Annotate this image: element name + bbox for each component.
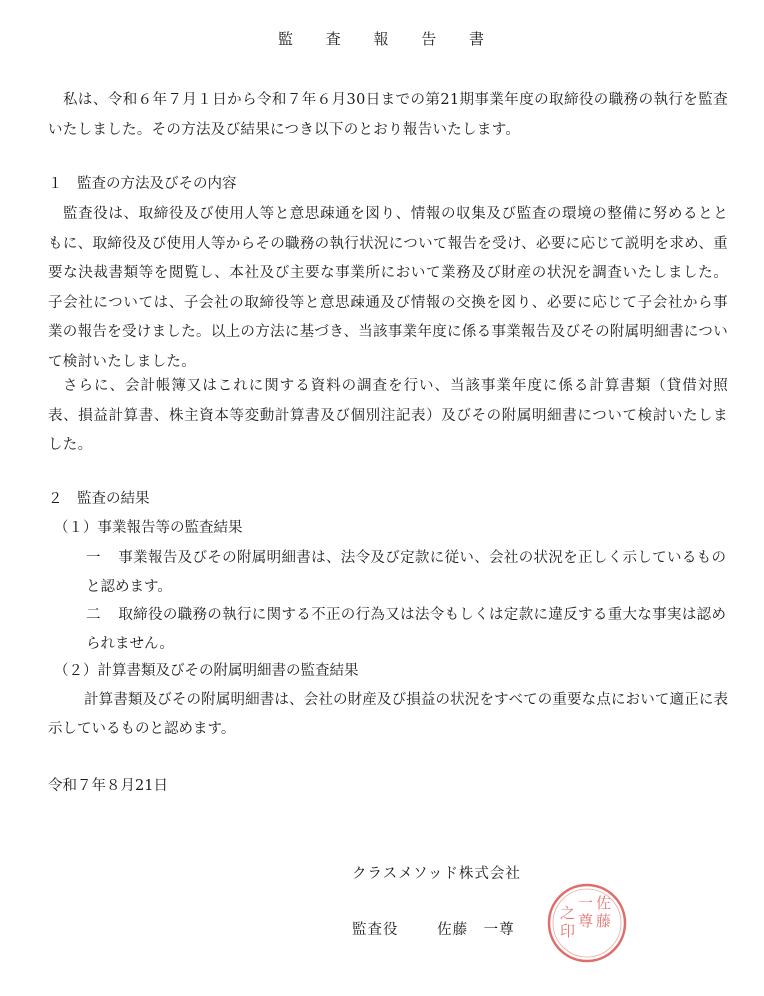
signer-role: 監査役 bbox=[352, 922, 399, 938]
svg-text:之: 之 bbox=[560, 904, 576, 922]
subsection2-body: 計算書類及びその附属明細書は、会社の財産及び損益の状況をすべての重要な点において適正に表示しているものと認めます。 bbox=[48, 692, 728, 737]
signature-line bbox=[352, 918, 515, 939]
seal-stamp-icon bbox=[544, 880, 630, 966]
report-date: 令和７年８月21日 bbox=[48, 778, 168, 794]
svg-text:一: 一 bbox=[578, 894, 594, 912]
svg-text:尊: 尊 bbox=[578, 912, 594, 930]
result-item-2-text: 取締役の職務の執行に関する不正の行為又は法令もしくは定款に違反する重大な事実は認められません。 bbox=[86, 607, 726, 652]
section2-heading: ２ 監査の結果 bbox=[48, 491, 150, 507]
result-item-1-number: 一 bbox=[86, 550, 101, 566]
page-title: 監 査 報 告 書 bbox=[277, 30, 499, 48]
result-item-2 bbox=[86, 601, 726, 659]
section1-heading: １ 監査の方法及びその内容 bbox=[48, 176, 237, 192]
svg-text:印: 印 bbox=[560, 922, 576, 940]
section1-paragraph-1: 監査役は、取締役及び使用人等と意思疎通を図り、情報の収集及び監査の環境の整備に努めるとともに、取締役及び使用人等からその職務の執行状況について報告を受け、必要に応じて説明を求め、重要な決裁書類等を閲覧し、本社及び主要な事業所において業務及び財産の状況を調査いたしました。子会社については、子会社の取締役等と意思疎通及び情報の交換を図り、必要に応じて子会社から事業の報告を受けました。以上の方法に基づき、当該事業年度に係る事業報告及びその附属明細書について検討いたしました。 bbox=[48, 206, 728, 370]
result-item-1-text: 事業報告及びその附属明細書は、法令及び定款に従い、会社の状況を正しく示しているものと認めます。 bbox=[86, 550, 726, 595]
company-name: クラスメソッド株式会社 bbox=[352, 866, 521, 882]
subsection2-heading: （２）計算書類及びその附属明細書の監査結果 bbox=[54, 663, 359, 679]
intro-paragraph: 私は、令和６年７月１日から令和７年６月30日までの第21期事業年度の取締役の職務の執行を監査いたしました。その方法及び結果につき以下のとおり報告いたします。 bbox=[48, 92, 728, 138]
svg-text:藤: 藤 bbox=[596, 912, 612, 930]
section1-paragraph-2: さらに、会計帳簿又はこれに関する資料の調査を行い、当該事業年度に係る計算書類（貸借対照表、損益計算書、株主資本等変動計算書及び個別注記表）及びその附属明細書について検討いたしました。 bbox=[48, 378, 728, 453]
result-item-2-number: 二 bbox=[86, 607, 101, 623]
svg-text:佐: 佐 bbox=[596, 894, 612, 912]
subsection1-heading: （１）事業報告等の監査結果 bbox=[54, 520, 243, 536]
result-item-1 bbox=[86, 544, 726, 602]
signer-name: 佐藤 一尊 bbox=[437, 922, 515, 938]
